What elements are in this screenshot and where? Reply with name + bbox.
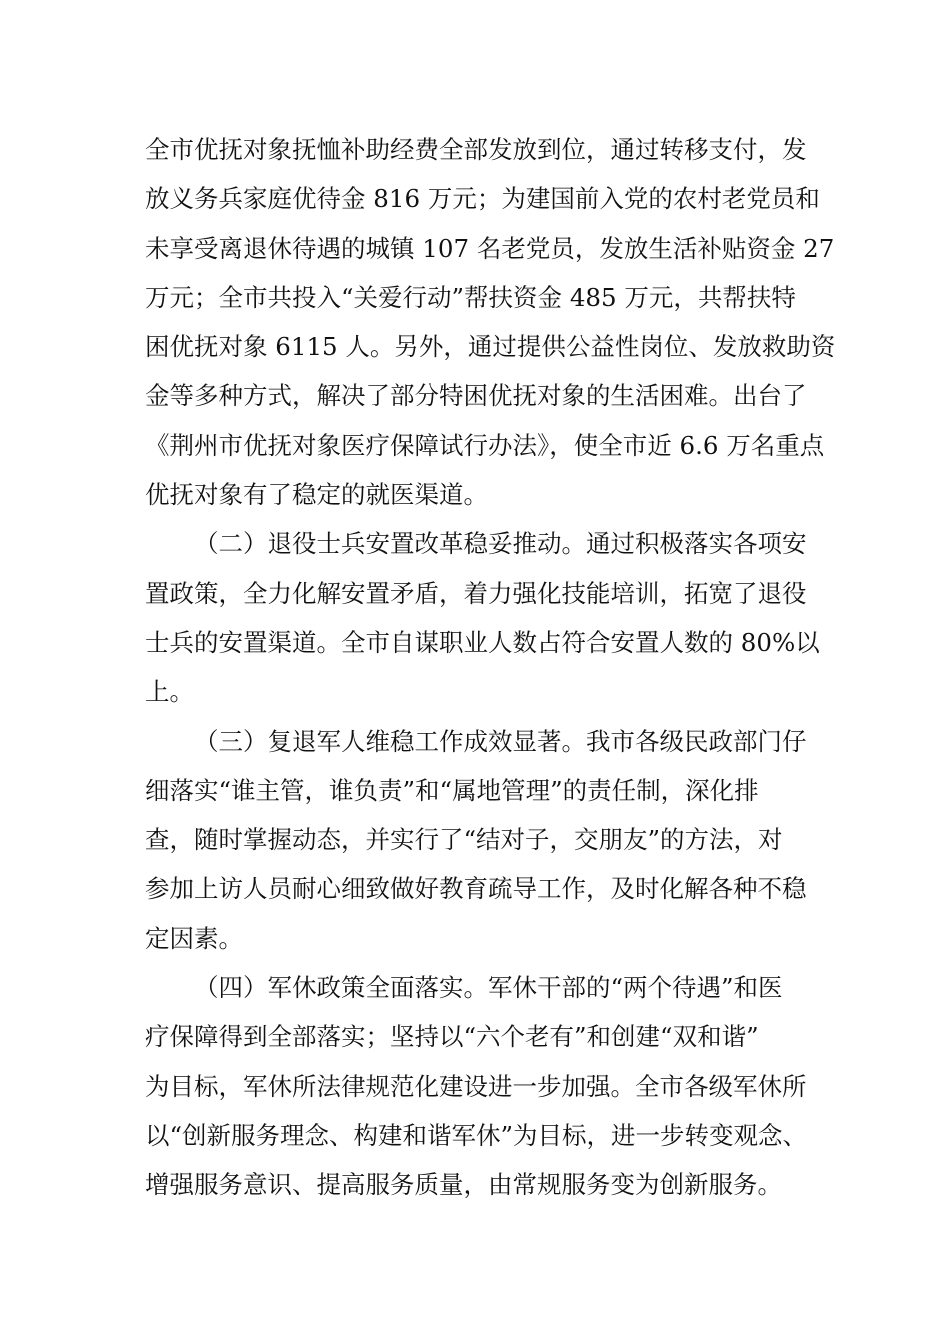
text-line: 增强服务意识、提高服务质量，由常规服务变为创新服务。	[145, 1170, 782, 1200]
text-line: 困优抚对象 6115 人。另外，通过提供公益性岗位、发放救助资	[145, 332, 836, 362]
body-text	[145, 125, 836, 1210]
section-heading-line: （三）复退军人维稳工作成效显著。我市各级民政部门仔	[194, 726, 807, 756]
text-line: 细落实“谁主管，谁负责”和“属地管理”的责任制，深化排	[145, 775, 759, 805]
text-line: 士兵的安置渠道。全市自谋职业人数占符合安置人数的 80%以	[145, 627, 820, 657]
text-line: 定因素。	[145, 923, 243, 953]
text-line: 《荆州市优抚对象医疗保障试行办法》，使全市近 6.6 万名重点	[145, 430, 825, 460]
text-line: 金等多种方式，解决了部分特困优抚对象的生活困难。出台了	[145, 381, 807, 411]
text-line: 置政策，全力化解安置矛盾，着力强化技能培训，拓宽了退役	[145, 578, 807, 608]
text-line: 未享受离退休待遇的城镇 107 名老党员，发放生活补贴资金 27	[145, 233, 835, 263]
section-heading-line: （二）退役士兵安置改革稳妥推动。通过积极落实各项安	[194, 529, 807, 559]
text-line: 以“创新服务理念、构建和谐军休”为目标，进一步转变观念、	[145, 1120, 808, 1150]
text-line: 优抚对象有了稳定的就医渠道。	[145, 480, 488, 510]
text-line: 放义务兵家庭优待金 816 万元；为建国前入党的农村老党员和	[145, 184, 820, 214]
text-line: 上。	[145, 677, 194, 707]
text-line: 参加上访人员耐心细致做好教育疏导工作，及时化解各种不稳	[145, 874, 807, 904]
text-line: 为目标，军休所法律规范化建设进一步加强。全市各级军休所	[145, 1071, 807, 1101]
text-line: 万元；全市共投入“关爱行动”帮扶资金 485 万元，共帮扶特	[145, 282, 796, 312]
text-line: 全市优抚对象抚恤补助经费全部发放到位，通过转移支付，发	[145, 135, 807, 164]
text-line: 疗保障得到全部落实；坚持以“六个老有”和创建“双和谐”	[145, 1022, 759, 1052]
section-heading-line: （四）军休政策全面落实。军休干部的“两个待遇”和医	[194, 973, 783, 1003]
text-line: 查，随时掌握动态，并实行了“结对子，交朋友”的方法，对	[145, 825, 783, 855]
